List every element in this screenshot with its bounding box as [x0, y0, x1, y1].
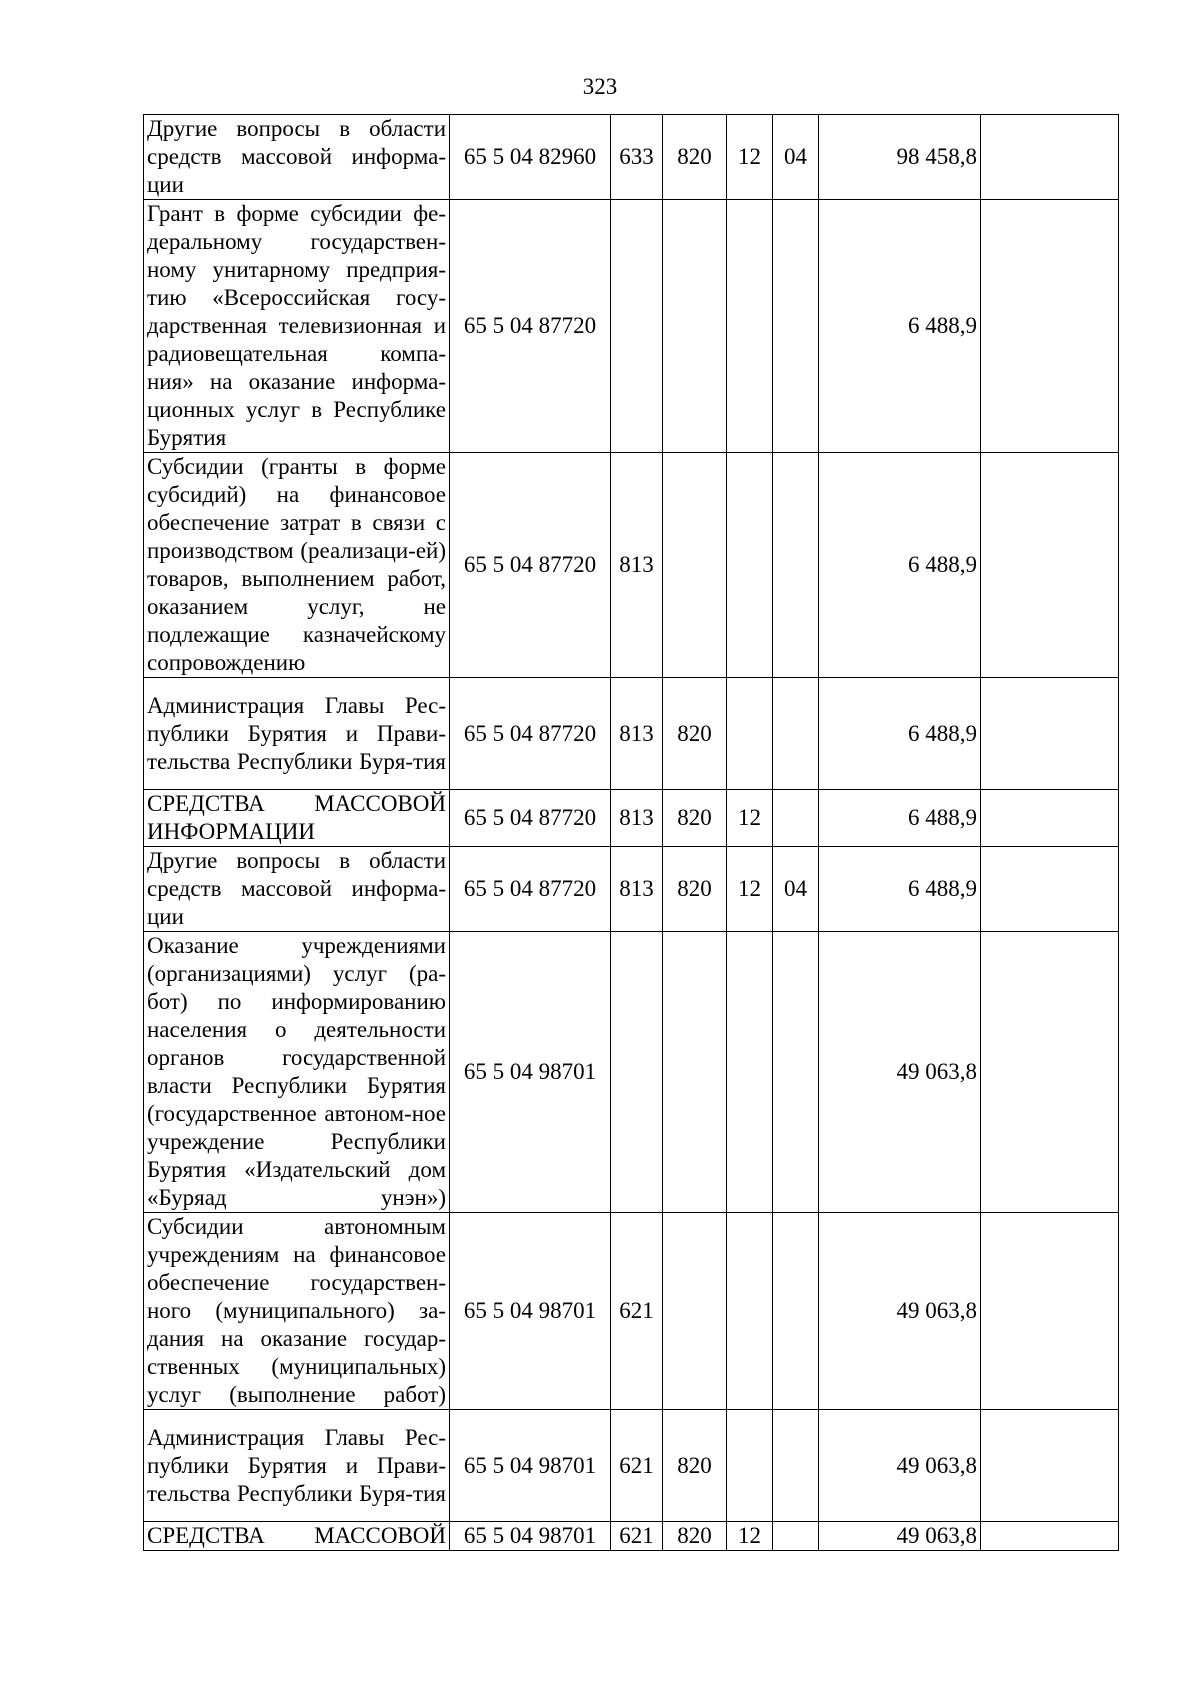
row-grbs: 820 [663, 847, 727, 932]
row-grbs [663, 200, 727, 453]
row-name: СРЕДСТВА МАССОВОЙ ИНФОРМАЦИИ [144, 790, 450, 847]
row-sum: 49 063,8 [819, 932, 981, 1213]
row-code: 65 5 04 98701 [450, 1522, 611, 1551]
table-row [144, 1522, 1119, 1551]
row-name: Администрация Главы Рес-публики Бурятия и Прави-тельства Республики Буря-тия [144, 1410, 450, 1522]
row-name: Субсидии (гранты в форме субсидий) на финансовое обеспечение затрат в связи с производством (реализаци-ей) товаров, выполнением работ, оказанием услуг, не подлежащие казначейскому сопровождению [144, 453, 450, 678]
row-rz [727, 1213, 773, 1410]
table-row [144, 790, 1119, 847]
row-sum: 6 488,9 [819, 847, 981, 932]
row-rz [727, 932, 773, 1213]
row-code: 65 5 04 87720 [450, 847, 611, 932]
row-name: СРЕДСТВА МАССОВОЙ [144, 1522, 450, 1551]
row-extra [981, 453, 1119, 678]
row-name: Другие вопросы в области средств массовой информа-ции [144, 115, 450, 200]
row-code: 65 5 04 98701 [450, 932, 611, 1213]
row-rz [727, 453, 773, 678]
row-code: 65 5 04 87720 [450, 678, 611, 790]
row-vr [611, 200, 663, 453]
row-grbs: 820 [663, 678, 727, 790]
row-code: 65 5 04 87720 [450, 453, 611, 678]
table-row [144, 200, 1119, 453]
table-row [144, 678, 1119, 790]
page-number: 323 [582, 74, 618, 99]
row-sum: 6 488,9 [819, 790, 981, 847]
row-vr: 813 [611, 453, 663, 678]
table-row [144, 453, 1119, 678]
row-sum: 6 488,9 [819, 200, 981, 453]
row-code: 65 5 04 87720 [450, 200, 611, 453]
row-extra [981, 200, 1119, 453]
row-sum: 98 458,8 [819, 115, 981, 200]
row-pr [773, 932, 819, 1213]
row-vr: 621 [611, 1213, 663, 1410]
row-rz [727, 678, 773, 790]
row-sum: 6 488,9 [819, 678, 981, 790]
row-grbs: 820 [663, 1410, 727, 1522]
row-name: Субсидии автономным учреждениям на финансовое обеспечение государствен-ного (муниципального) за-дания на оказание государ-ственных (муниципальных) услуг (выполнение работ) [144, 1213, 450, 1410]
row-extra [981, 1213, 1119, 1410]
row-vr: 813 [611, 678, 663, 790]
row-vr [611, 932, 663, 1213]
row-rz: 12 [727, 790, 773, 847]
budget-table [143, 114, 1119, 1551]
row-grbs [663, 453, 727, 678]
row-vr: 621 [611, 1522, 663, 1551]
row-grbs [663, 1213, 727, 1410]
row-extra [981, 847, 1119, 932]
row-rz [727, 1410, 773, 1522]
row-code: 65 5 04 87720 [450, 790, 611, 847]
table-row [144, 115, 1119, 200]
row-pr [773, 453, 819, 678]
row-pr [773, 1213, 819, 1410]
row-pr [773, 790, 819, 847]
row-extra [981, 115, 1119, 200]
row-pr [773, 1522, 819, 1551]
row-rz: 12 [727, 115, 773, 200]
row-extra [981, 932, 1119, 1213]
row-name: Грант в форме субсидии фе-деральному государствен-ному унитарному предприя-тию «Всероссийская госу-дарственная телевизионная и радиовещательная компа-ния» на оказание информа-ционных услуг в Республике Бурятия [144, 200, 450, 453]
row-rz [727, 200, 773, 453]
row-pr: 04 [773, 847, 819, 932]
row-sum: 49 063,8 [819, 1522, 981, 1551]
row-sum: 6 488,9 [819, 453, 981, 678]
row-grbs: 820 [663, 790, 727, 847]
row-sum: 49 063,8 [819, 1213, 981, 1410]
row-rz: 12 [727, 1522, 773, 1551]
row-pr [773, 1410, 819, 1522]
table-row [144, 932, 1119, 1213]
row-vr: 633 [611, 115, 663, 200]
table-row [144, 1410, 1119, 1522]
row-pr: 04 [773, 115, 819, 200]
table-row [144, 847, 1119, 932]
row-extra [981, 678, 1119, 790]
row-name: Другие вопросы в области средств массовой информа-ции [144, 847, 450, 932]
row-pr [773, 678, 819, 790]
row-code: 65 5 04 98701 [450, 1213, 611, 1410]
row-grbs: 820 [663, 1522, 727, 1551]
row-vr: 813 [611, 847, 663, 932]
row-extra [981, 790, 1119, 847]
row-grbs: 820 [663, 115, 727, 200]
row-vr: 813 [611, 790, 663, 847]
row-rz: 12 [727, 847, 773, 932]
row-extra [981, 1522, 1119, 1551]
row-grbs [663, 932, 727, 1213]
row-sum: 49 063,8 [819, 1410, 981, 1522]
row-code: 65 5 04 82960 [450, 115, 611, 200]
table-row [144, 1213, 1119, 1410]
row-name: Оказание учреждениями (организациями) услуг (ра-бот) по информированию населения о деятельности органов государственной власти Республики Бурятия (государственное автоном-ное учреждение Республики Бурятия «Издательский дом «Буряад унэн») [144, 932, 450, 1213]
row-code: 65 5 04 98701 [450, 1410, 611, 1522]
row-pr [773, 200, 819, 453]
row-name: Администрация Главы Рес-публики Бурятия и Прави-тельства Республики Буря-тия [144, 678, 450, 790]
row-vr: 621 [611, 1410, 663, 1522]
row-extra [981, 1410, 1119, 1522]
